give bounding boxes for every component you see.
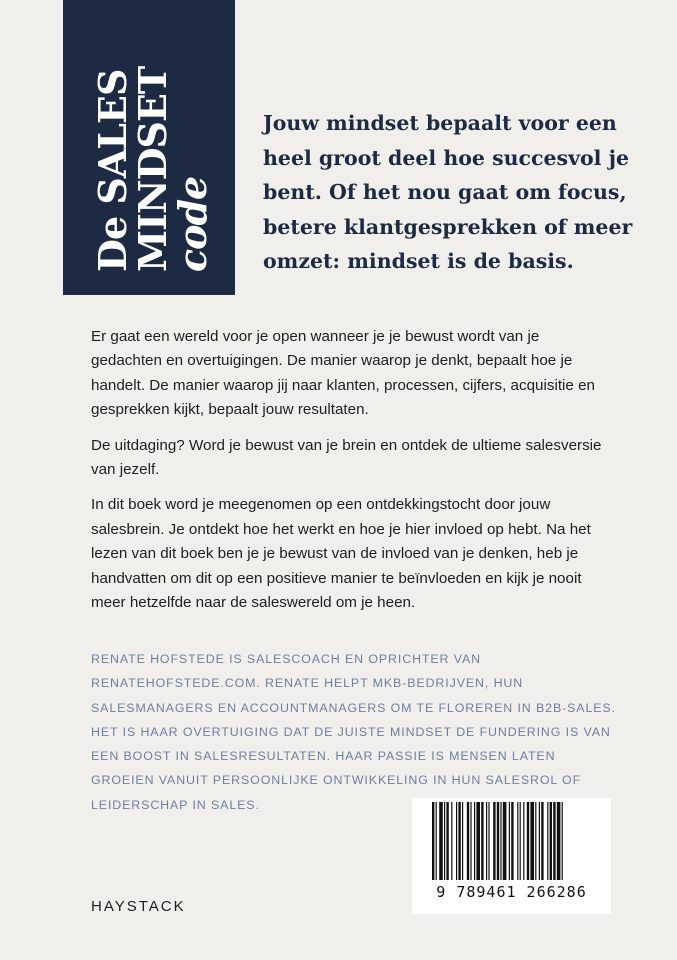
barcode-bar [470, 802, 471, 880]
barcode-bar [451, 802, 452, 880]
barcode-bar [553, 802, 555, 880]
barcode-bar [446, 802, 448, 880]
blurb [91, 325, 611, 626]
barcode-bar [503, 802, 507, 880]
barcode-bar [520, 802, 521, 880]
barcode-bar [530, 802, 534, 880]
lead-quote: Jouw mindset bepaalt voor een heel groot deel hoe succesvol je bent. Of het nou gaat om focus, betere klantgesprekken of meer omzet: mindset is de basis. [263, 111, 633, 273]
title-line-1: De SALES [90, 69, 135, 272]
isbn-number: 9 789461 266286 [436, 883, 587, 901]
barcode-bar [488, 802, 489, 880]
barcode-bar [444, 802, 445, 880]
barcode-bar [527, 802, 529, 880]
barcode-bar [432, 802, 434, 880]
barcode-bar [547, 802, 548, 880]
barcode-bar [511, 802, 513, 880]
barcode-bar [509, 802, 510, 880]
title-line-3: code [170, 176, 215, 272]
barcode-bar [456, 802, 457, 880]
barcode-bar [562, 802, 563, 880]
barcode-bar [541, 802, 543, 880]
publisher-logo: HAYSTACK [91, 898, 186, 915]
barcode-bar [557, 802, 561, 880]
blurb-paragraph-1: Er gaat een wereld voor je open wanneer je je bewust wordt van je gedachten en overtuigingen. De manier waarop je denkt, bepaalt hoe je handelt. De manier waarop jij naar klanten, processen, cijfers, acquisitie en gesprekken kijkt, bepaalt jouw resultaten. [91, 328, 595, 419]
barcode-bar [517, 802, 518, 880]
barcode-bar [474, 802, 475, 880]
barcode-bar [481, 802, 483, 880]
barcode [412, 798, 611, 914]
barcode-bar [458, 802, 460, 880]
blurb-paragraph-3: In dit boek word je meegenomen op een ontdekkingstocht door jouw salesbrein. Je ontdekt hoe het werkt en hoe je hier invloed op hebt. Na het lezen van dit boek ben je je bewust van de invloed van je denken, heb je handvatten om dit op een positieve manier te beïnvloeden en kijk je nooit meer hetzelfde naar de saleswereld om je heen. [91, 496, 591, 612]
barcode-bar [462, 802, 463, 880]
barcode-bar [539, 802, 540, 880]
barcode-bar [476, 802, 480, 880]
blurb-paragraph-2: De uitdaging? Word je bewust van je brein en ontdek de ultieme salesversie van jezelf. [91, 436, 602, 479]
barcode-bar [500, 802, 501, 880]
barcode-bar [486, 802, 487, 880]
author-bio: RENATE HOFSTEDE IS SALESCOACH EN OPRICHTER VAN RENATEHOFSTEDE.COM. RENATE HELPT MKB-BEDRIJVEN, HUN SALESMANAGERS EN ACCOUNTMANAGERS OM TE FLOREREN IN B2B-SALES. HET IS HAAR OVERTUIGING DAT DE JUISTE MINDSET DE FUNDERING IS VAN EEN BOOST IN SALESRESULTATEN. HAAR PASSIE IS MENSEN LATEN GROEIEN VANUIT PERSOONLIJKE ONTWIKKELING IN HUN SALESROL OF LEIDERSCHAP IN SALES. [91, 652, 616, 812]
barcode-bar [535, 802, 536, 880]
barcode-bar [550, 802, 552, 880]
barcode-bar [523, 802, 524, 880]
title-line-2: MINDSET [130, 66, 175, 272]
barcode-bar [467, 802, 469, 880]
book-title [90, 12, 215, 272]
barcode-bar [436, 802, 437, 880]
barcode-bar [497, 802, 499, 880]
barcode-bar [493, 802, 495, 880]
barcode-bar [439, 802, 443, 880]
